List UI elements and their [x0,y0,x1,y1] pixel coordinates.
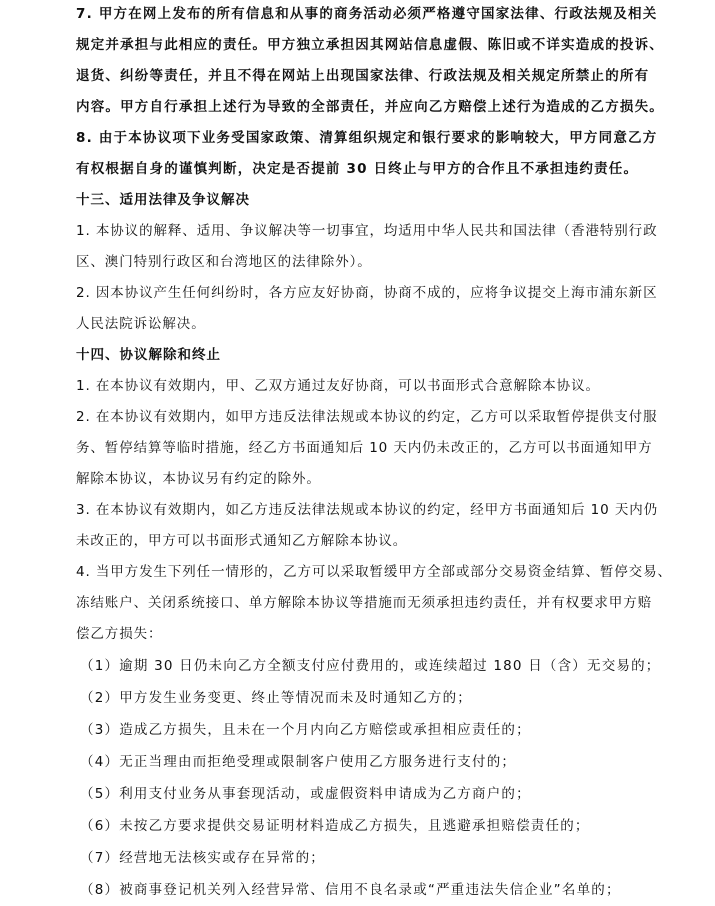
clause-8-line-2: 有权根据自身的谨慎判断，决定是否提前 30 日终止与甲方的合作且不承担违约责任。 [76,161,639,177]
clause-7-line-1: 7. 甲方在网上发布的所有信息和从事的商务活动必须严格遵守国家法律、行政法规及相关 [76,6,658,22]
s13-item-1-line-2: 区、澳门特别行政区和台湾地区的法律除外）。 [76,254,372,270]
s14-item-2-line-2: 务、暂停结算等临时措施，经乙方书面通知后 10 天内仍未改正的，乙方可以书面通知甲方 [76,440,653,456]
sub-item-7: （7）经营地无法核实或存在异常的； [80,850,325,866]
s14-item-3-line-2: 未改正的，甲方可以书面形式通知乙方解除本协议。 [76,533,408,549]
s14-item-4-line-3: 偿乙方损失： [76,626,163,642]
clause-7-line-2: 规定并承担与此相应的责任。甲方独立承担因其网站信息虚假、陈旧或不详实造成的投诉、 [76,37,664,53]
s13-item-2-line-2: 人民法院诉讼解决。 [76,316,206,332]
section-13-heading: 十三、适用法律及争议解决 [76,192,250,208]
sub-item-2: （2）甲方发生业务变更、终止等情况而未及时通知乙方的； [80,690,472,706]
sub-item-1: （1）逾期 30 日仍未向乙方全额支付应付费用的，或连续超过 180 日（含）无交易的； [80,658,661,674]
s14-item-2-line-1: 2. 在本协议有效期内，如甲方违反法律法规或本协议的约定，乙方可以采取暂停提供支付服 [76,409,658,425]
sub-item-5: （5）利用支付业务从事套现活动，或虚假资料申请成为乙方商户的； [80,786,531,802]
sub-item-4: （4）无正当理由而拒绝受理或限制客户使用乙方服务进行支付的； [80,754,517,770]
clause-8-line-1: 8. 由于本协议项下业务受国家政策、清算组织规定和银行要求的影响较大，甲方同意乙方 [76,130,658,146]
section-14-heading: 十四、协议解除和终止 [76,347,221,363]
s14-item-4-line-2: 冻结账户、关闭系统接口、单方解除本协议等措施而无须承担违约责任，并有权要求甲方赔 [76,595,652,611]
clause-7-line-4: 内容。甲方自行承担上述行为导致的全部责任，并应向乙方赔偿上述行为造成的乙方损失。 [76,99,664,115]
sub-item-8: （8）被商事登记机关列入经营异常、信用不良名录或“严重违法失信企业”名单的； [80,882,621,898]
s14-item-2-line-3: 解除本协议，本协议另有约定的除外。 [76,471,321,487]
s14-item-4-line-1: 4. 当甲方发生下列任一情形的，乙方可以采取暂缓甲方全部或部分交易资金结算、暂停交易、 [76,564,672,580]
s13-item-2-line-1: 2. 因本协议产生任何纠纷时，各方应友好协商，协商不成的，应将争议提交上海市浦东新区 [76,285,658,301]
s14-item-1: 1. 在本协议有效期内，甲、乙双方通过友好协商，可以书面形式合意解除本协议。 [76,378,600,394]
s13-item-1-line-1: 1. 本协议的解释、适用、争议解决等一切事宜，均适用中华人民共和国法律（香港特别行政 [76,223,658,239]
sub-item-6: （6）未按乙方要求提供交易证明材料造成乙方损失，且逃避承担赔偿责任的； [80,818,590,834]
clause-7-line-3: 退货、纠纷等责任，并且不得在网站上出现国家法律、行政法规及相关规定所禁止的所有 [76,68,650,84]
sub-item-3: （3）造成乙方损失，且未在一个月内向乙方赔偿或承担相应责任的； [80,722,531,738]
s14-item-3-line-1: 3. 在本协议有效期内，如乙方违反法律法规或本协议的约定，经甲方书面通知后 10 天内仍 [76,502,659,518]
